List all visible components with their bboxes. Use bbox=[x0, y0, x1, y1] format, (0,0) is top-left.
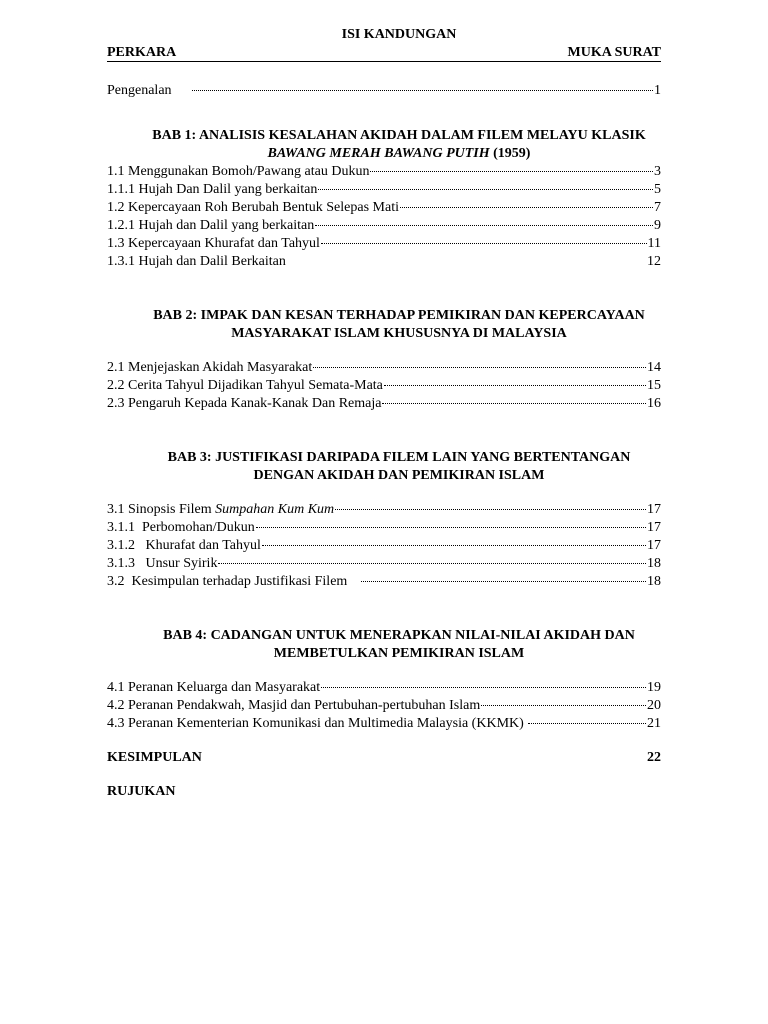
toc-entry bbox=[107, 715, 661, 733]
toc-entry-intro bbox=[107, 82, 661, 100]
dot-leader bbox=[315, 225, 653, 226]
dot-leader bbox=[318, 189, 653, 190]
toc-entry-label: 4.1 Peranan Keluarga dan Masyarakat bbox=[107, 680, 321, 695]
toc-entry-label: 1.3.1 Hujah dan Dalil Berkaitan bbox=[107, 254, 286, 269]
dot-leader bbox=[400, 207, 653, 208]
dot-leader bbox=[481, 705, 646, 706]
dot-leader bbox=[335, 509, 646, 510]
toc-entry-label: 1.3 Kepercayaan Khurafat dan Tahyul bbox=[107, 236, 320, 251]
chapter-3-entries bbox=[107, 501, 661, 591]
toc-entry-label-prefix: 3.1 Sinopsis Filem bbox=[107, 502, 216, 517]
toc-entry-page: 14 bbox=[647, 360, 661, 375]
toc-entry bbox=[107, 697, 661, 715]
toc-entry-page: 22 bbox=[647, 750, 661, 765]
toc-entry-page: 21 bbox=[647, 716, 661, 731]
toc-entry bbox=[107, 163, 661, 181]
dot-leader bbox=[192, 90, 653, 91]
chapter-2-entries bbox=[107, 359, 661, 413]
chapter-2-heading bbox=[137, 307, 661, 343]
dot-leader bbox=[321, 687, 646, 688]
chapter-3-heading bbox=[137, 449, 661, 485]
dot-leader bbox=[262, 545, 646, 546]
toc-entry-label bbox=[107, 501, 334, 519]
toc-entry bbox=[107, 501, 661, 519]
dot-leader bbox=[218, 563, 646, 564]
chapter-3-heading-line2: DENGAN AKIDAH DAN PEMIKIRAN ISLAM bbox=[253, 468, 545, 483]
toc-entry-label: 1.2 Kepercayaan Roh Berubah Bentuk Selepas Mati bbox=[107, 200, 399, 215]
chapter-3-heading-line1: BAB 3: JUSTIFIKASI DARIPADA FILEM LAIN YANG BERTENTANGAN bbox=[167, 450, 631, 465]
toc-entry-page: 7 bbox=[654, 200, 661, 215]
column-header bbox=[107, 44, 661, 62]
toc-entry-label: RUJUKAN bbox=[107, 784, 176, 799]
toc-entry-label: 2.3 Pengaruh Kepada Kanak-Kanak Dan Remaja bbox=[107, 396, 382, 411]
chapter-4-heading-line1: BAB 4: CADANGAN UNTUK MENERAPKAN NILAI-NILAI AKIDAH DAN bbox=[163, 628, 635, 643]
dot-leader bbox=[382, 403, 646, 404]
toc-entry bbox=[107, 217, 661, 235]
toc-entry-conclusion bbox=[107, 749, 661, 767]
toc-entry bbox=[107, 199, 661, 217]
film-title: Sumpahan Kum Kum bbox=[215, 502, 335, 517]
toc-entry bbox=[107, 377, 661, 395]
toc-entry-page: 3 bbox=[654, 164, 661, 179]
toc-entry-label: 2.2 Cerita Tahyul Dijadikan Tahyul Semata-Mata bbox=[107, 378, 383, 393]
toc-entry-page: 20 bbox=[647, 698, 661, 713]
chapter-1-heading-line1: BAB 1: ANALISIS KESALAHAN AKIDAH DALAM FILEM MELAYU KLASIK bbox=[152, 128, 646, 143]
toc-entry bbox=[107, 181, 661, 199]
dot-leader bbox=[256, 527, 646, 528]
toc-entry-label: Pengenalan bbox=[107, 83, 172, 98]
toc-entry-references bbox=[107, 783, 661, 801]
toc-page bbox=[107, 26, 661, 801]
toc-entry bbox=[107, 555, 661, 573]
toc-entry bbox=[107, 537, 661, 555]
dot-leader bbox=[528, 723, 646, 724]
column-header-left: PERKARA bbox=[107, 45, 177, 60]
chapter-1-film-year: (1959) bbox=[489, 146, 531, 161]
toc-entry-page: 12 bbox=[647, 254, 661, 269]
toc-entry-label: 3.2 Kesimpulan terhadap Justifikasi Filem bbox=[107, 574, 348, 589]
toc-entry-page: 18 bbox=[647, 574, 661, 589]
chapter-1-heading-line2 bbox=[137, 145, 661, 163]
toc-entry-label: 1.2.1 Hujah dan Dalil yang berkaitan bbox=[107, 218, 315, 233]
chapter-1-heading bbox=[137, 127, 661, 163]
toc-entry-label: 4.3 Peranan Kementerian Komunikasi dan Multimedia Malaysia (KKMK) bbox=[107, 716, 524, 731]
toc-entry-label: KESIMPULAN bbox=[107, 750, 202, 765]
toc-entry-label: 1.1.1 Hujah Dan Dalil yang berkaitan bbox=[107, 182, 318, 197]
chapter-2-heading-line1: BAB 2: IMPAK DAN KESAN TERHADAP PEMIKIRAN DAN KEPERCAYAAN bbox=[153, 308, 645, 323]
chapter-4-entries bbox=[107, 679, 661, 733]
toc-entry bbox=[107, 519, 661, 537]
toc-entry-label: 1.1 Menggunakan Bomoh/Pawang atau Dukun bbox=[107, 164, 370, 179]
toc-entry-label: 2.1 Menjejaskan Akidah Masyarakat bbox=[107, 360, 313, 375]
toc-entry-page: 18 bbox=[647, 556, 661, 571]
toc-entry-page: 11 bbox=[647, 236, 661, 251]
toc-entry bbox=[107, 253, 661, 271]
dot-leader bbox=[370, 171, 653, 172]
chapter-1-film-title: BAWANG MERAH BAWANG PUTIH bbox=[267, 146, 490, 161]
toc-entry bbox=[107, 235, 661, 253]
dot-leader bbox=[361, 581, 646, 582]
toc-entry bbox=[107, 395, 661, 413]
toc-entry-page: 15 bbox=[647, 378, 661, 393]
toc-entry-label: 3.1.3 Unsur Syirik bbox=[107, 556, 218, 571]
toc-entry-page: 17 bbox=[647, 538, 661, 553]
toc-entry-page: 5 bbox=[654, 182, 661, 197]
chapter-2-heading-line2: MASYARAKAT ISLAM KHUSUSNYA DI MALAYSIA bbox=[231, 326, 567, 341]
toc-entry-label: 3.1.2 Khurafat dan Tahyul bbox=[107, 538, 261, 553]
dot-leader bbox=[384, 385, 646, 386]
chapter-4-heading-line2: MEMBETULKAN PEMIKIRAN ISLAM bbox=[273, 646, 525, 661]
toc-entry-page: 9 bbox=[654, 218, 661, 233]
toc-entry-page: 17 bbox=[647, 502, 661, 517]
chapter-4-heading bbox=[137, 627, 661, 663]
toc-entry-label: 3.1.1 Perbomohan/Dukun bbox=[107, 520, 255, 535]
toc-entry-page: 1 bbox=[654, 83, 661, 98]
column-header-right: MUKA SURAT bbox=[567, 45, 661, 60]
dot-leader bbox=[313, 367, 646, 368]
toc-entry-page: 19 bbox=[647, 680, 661, 695]
toc-entry bbox=[107, 573, 661, 591]
toc-entry-page: 17 bbox=[647, 520, 661, 535]
toc-entry-label: 4.2 Peranan Pendakwah, Masjid dan Pertubuhan-pertubuhan Islam bbox=[107, 698, 481, 713]
toc-entry bbox=[107, 679, 661, 697]
toc-entry-page: 16 bbox=[647, 396, 661, 411]
dot-leader bbox=[321, 243, 647, 244]
page-title: ISI KANDUNGAN bbox=[341, 27, 457, 42]
chapter-1-entries bbox=[107, 163, 661, 271]
toc-entry bbox=[107, 359, 661, 377]
